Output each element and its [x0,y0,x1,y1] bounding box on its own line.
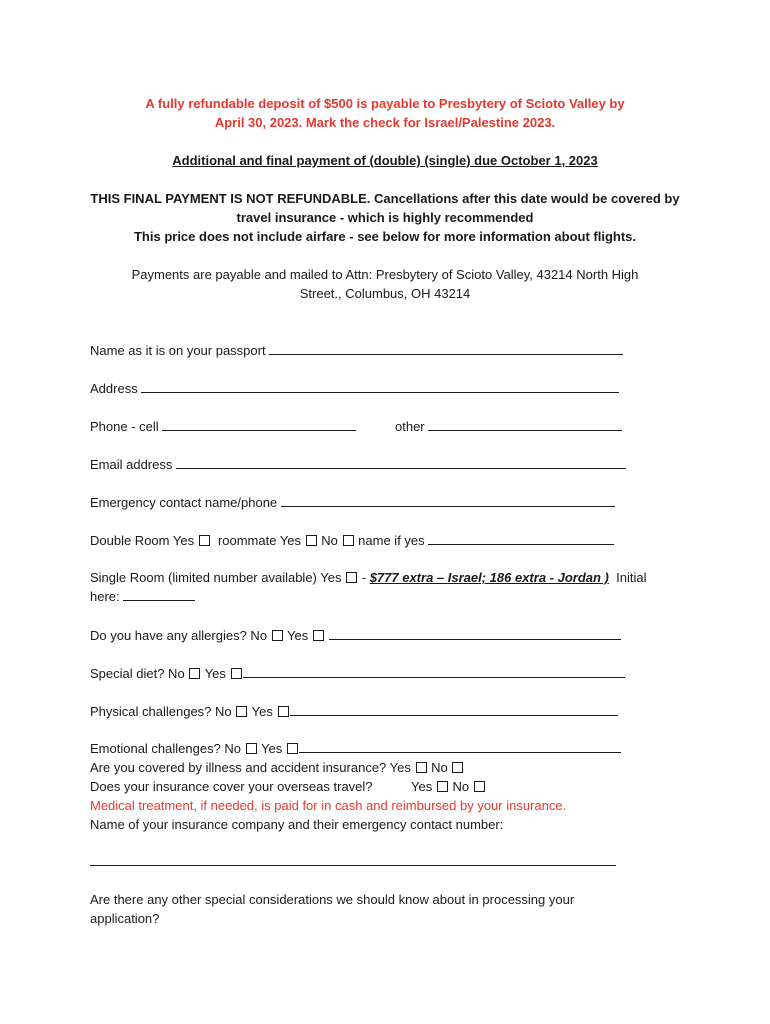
overseas-question: Does your insurance cover your overseas travel? [90,779,373,794]
double-room-row [90,531,614,550]
physical-yes-checkbox[interactable] [278,706,289,717]
overseas-yes-checkbox[interactable] [437,781,448,792]
address-field[interactable] [141,379,619,393]
email-label: Email address [90,457,173,472]
allergies-yes-checkbox[interactable] [313,630,324,641]
initial-label: Initial [616,570,647,585]
overseas-no-checkbox[interactable] [474,781,485,792]
emergency-row [90,493,615,512]
roommate-name-field[interactable] [428,531,614,545]
nonrefund-line-3: This price does not include airfare - see below for more information about flights. [133,229,636,244]
mailing-line-2: Street., Columbus, OH 43214 [299,286,471,301]
single-room-initial-row [90,587,195,606]
roommate-no-label: No [321,533,338,548]
double-room-yes-checkbox[interactable] [199,535,210,546]
single-room-label: Single Room (limited number available) Yes [90,570,342,585]
email-field[interactable] [176,455,626,469]
mailing-line-1: Payments are payable and mailed to Attn: Presbytery of Scioto Valley, 43214 North High [131,267,639,282]
allergies-yes-label: Yes [287,628,309,643]
phone-other-row [395,417,622,436]
allergies-row [90,626,621,645]
allergies-label: Do you have any allergies? No [90,628,268,643]
insurance-covered-yes-checkbox[interactable] [416,762,427,773]
email-row [90,455,626,474]
emotional-label: Emotional challenges? No [90,741,242,756]
physical-label: Physical challenges? No [90,704,232,719]
deposit-line-1: A fully refundable deposit of $500 is payable to Presbytery of Scioto Valley by [145,96,625,111]
overseas-yes-label: Yes [411,779,433,794]
emergency-label: Emergency contact name/phone [90,495,278,510]
double-room-label: Double Room Yes [90,533,195,548]
phone-row [90,417,356,436]
phone-cell-label: Phone - cell [90,419,159,434]
roommate-no-checkbox[interactable] [343,535,354,546]
nonrefund-line-2: travel insurance - which is highly recommended [236,210,534,225]
insurance-covered-no-checkbox[interactable] [452,762,463,773]
emotional-no-checkbox[interactable] [246,743,257,754]
special-considerations-line-1: Are there any other special considerations we should know about in processing your [90,892,575,907]
phone-cell-field[interactable] [162,417,356,431]
passport-name-field[interactable] [269,341,623,355]
emotional-yes-checkbox[interactable] [287,743,298,754]
insurance-company-field[interactable] [90,865,616,866]
nonrefund-line-1: THIS FINAL PAYMENT IS NOT REFUNDABLE. Cancellations after this date would be covered by [90,191,680,206]
insurance-covered-no-label: No [431,760,448,775]
overseas-no-label: No [452,779,470,794]
physical-yes-label: Yes [251,704,273,719]
single-room-dash: - [361,570,367,585]
single-room-row [90,568,646,587]
single-room-yes-checkbox[interactable] [346,572,357,583]
diet-label: Special diet? No [90,666,185,681]
phone-other-label: other [395,419,425,434]
overseas-options [411,777,486,796]
physical-no-checkbox[interactable] [236,706,247,717]
phone-other-field[interactable] [428,417,622,431]
roommate-yes-checkbox[interactable] [306,535,317,546]
special-considerations-line-2: application? [90,911,160,926]
diet-no-checkbox[interactable] [189,668,200,679]
final-payment-heading: Additional and final payment of (double) (single) due October 1, 2023 [172,153,598,168]
physical-row [90,702,618,721]
diet-yes-checkbox[interactable] [231,668,242,679]
physical-field[interactable] [290,702,618,716]
name-if-yes-label: name if yes [358,533,425,548]
deposit-line-2: April 30, 2023. Mark the check for Israel/Palestine 2023. [214,115,556,130]
address-label: Address [90,381,138,396]
emotional-row [90,739,621,758]
allergies-no-checkbox[interactable] [272,630,283,641]
emergency-field[interactable] [281,493,615,507]
initial-field[interactable] [123,587,195,601]
emotional-field[interactable] [299,739,621,753]
allergies-field[interactable] [329,626,621,640]
passport-name-row [90,341,623,360]
diet-yes-label: Yes [204,666,226,681]
single-room-extra-cost: $777 extra – Israel; 186 extra - Jordan ) [369,570,609,585]
diet-row [90,664,625,683]
overseas-row [90,777,373,796]
address-row [90,379,619,398]
initial-here-label: here: [90,589,120,604]
diet-field[interactable] [243,664,625,678]
insurance-covered-row [90,758,464,777]
roommate-label: roommate Yes [217,533,302,548]
emotional-yes-label: Yes [261,741,283,756]
insurance-covered-question: Are you covered by illness and accident insurance? Yes [90,760,411,775]
passport-name-label: Name as it is on your passport [90,343,266,358]
medical-treatment-note: Medical treatment, if needed, is paid for in cash and reimbursed by your insurance. [90,798,567,813]
insurance-company-question: Name of your insurance company and their emergency contact number: [90,817,504,832]
